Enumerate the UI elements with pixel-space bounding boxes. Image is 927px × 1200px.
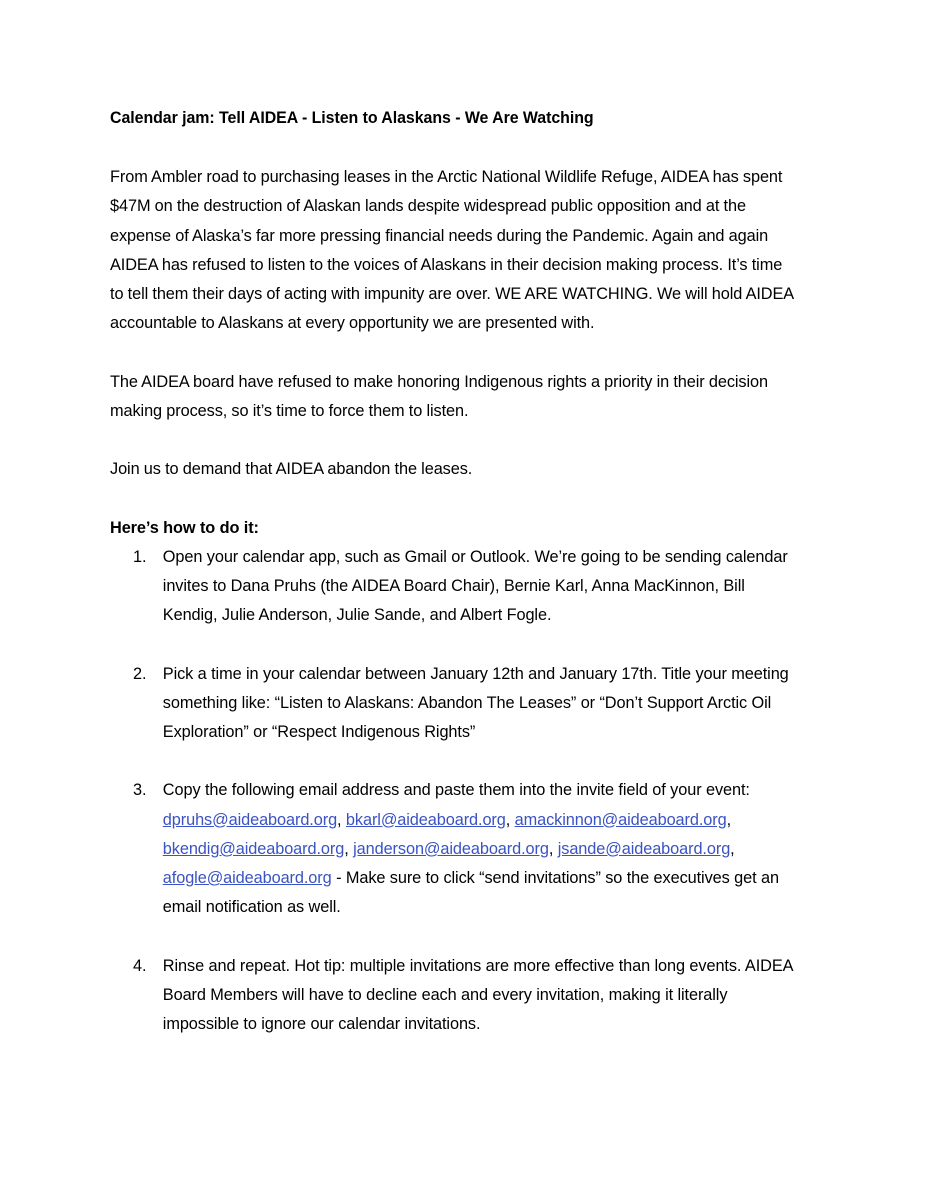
instructions-heading: Here’s how to do it: (110, 517, 259, 537)
email-separator: , (344, 838, 354, 858)
list-item (110, 659, 794, 747)
paragraph-join: Join us to demand that AIDEA abandon the leases. (110, 459, 473, 479)
list-item (110, 775, 794, 921)
email-link[interactable]: bkendig@aideaboard.org (162, 838, 345, 858)
email-link[interactable]: amackinnon@aideaboard.org (514, 809, 727, 829)
email-separator: , (548, 838, 558, 858)
email-separator: , (505, 809, 515, 829)
spacer (110, 483, 822, 512)
email-link[interactable]: jsande@aideaboard.org (557, 838, 731, 858)
list-item-number: 1. (133, 546, 147, 566)
spacer (110, 133, 822, 162)
list-item-text: Rinse and repeat. Hot tip: multiple invitations are more effective than long events. AIDEA Board Members will have to decline each and every invitation, making it literally impossible to ignore our calendar invitations. (162, 955, 793, 1033)
paragraph-intro: From Ambler road to purchasing leases in the Arctic National Wildlife Refuge, AIDEA has spent $47M on the destruction of Alaskan lands despite widespread public opposition and at the expense of Alaska’s far more pressing financial needs during the Pandemic. Again and again AIDEA has refused to listen to the voices of Alaskans in their decision making process. It’s time to tell them their days of acting with impunity are over. WE ARE WATCHING. We will hold AIDEA accountable to Alaskans at every opportunity we are presented with. (110, 167, 794, 333)
list-item-number: 4. (133, 955, 147, 975)
instruction-steps-list (110, 542, 822, 1038)
email-separator: , (337, 809, 346, 829)
email-instruction-lead: Copy the following email address and paste them into the invite field of your event: (162, 780, 750, 800)
email-separator: , (726, 809, 732, 829)
spacer (110, 337, 822, 366)
spacer (110, 425, 822, 454)
list-item (110, 542, 794, 630)
page-title: Calendar jam: Tell AIDEA - Listen to Alaskans - We Are Watching (110, 109, 594, 127)
email-link[interactable]: afogle@aideaboard.org (162, 867, 332, 887)
document-body (110, 104, 822, 1038)
email-link[interactable]: bkarl@aideaboard.org (345, 809, 506, 829)
email-link[interactable]: dpruhs@aideaboard.org (162, 809, 338, 829)
list-item-number: 2. (133, 663, 147, 683)
list-item-number: 3. (133, 780, 147, 800)
email-instruction-trailing: - Make sure to click “send invitations” so the executives get an email notification as well. (162, 867, 779, 917)
list-item-text (163, 775, 794, 921)
email-separator: , (730, 838, 735, 858)
list-item-text: Pick a time in your calendar between January 12th and January 17th. Title your meeting something like: “Listen to Alaskans: Abandon The Leases” or “Don’t Support Arctic Oil Exploration” or “Respect Indigenous Rights” (162, 663, 789, 741)
email-link[interactable]: janderson@aideaboard.org (353, 838, 549, 858)
paragraph-board: The AIDEA board have refused to make honoring Indigenous rights a priority in their decision making process, so it’s time to force them to listen. (110, 371, 769, 420)
list-item-text: Open your calendar app, such as Gmail or Outlook. We’re going to be sending calendar invites to Dana Pruhs (the AIDEA Board Chair), Bernie Karl, Anna MacKinnon, Bill Kendig, Julie Anderson, Julie Sande, and Albert Fogle. (162, 546, 788, 625)
list-item (110, 951, 794, 1039)
